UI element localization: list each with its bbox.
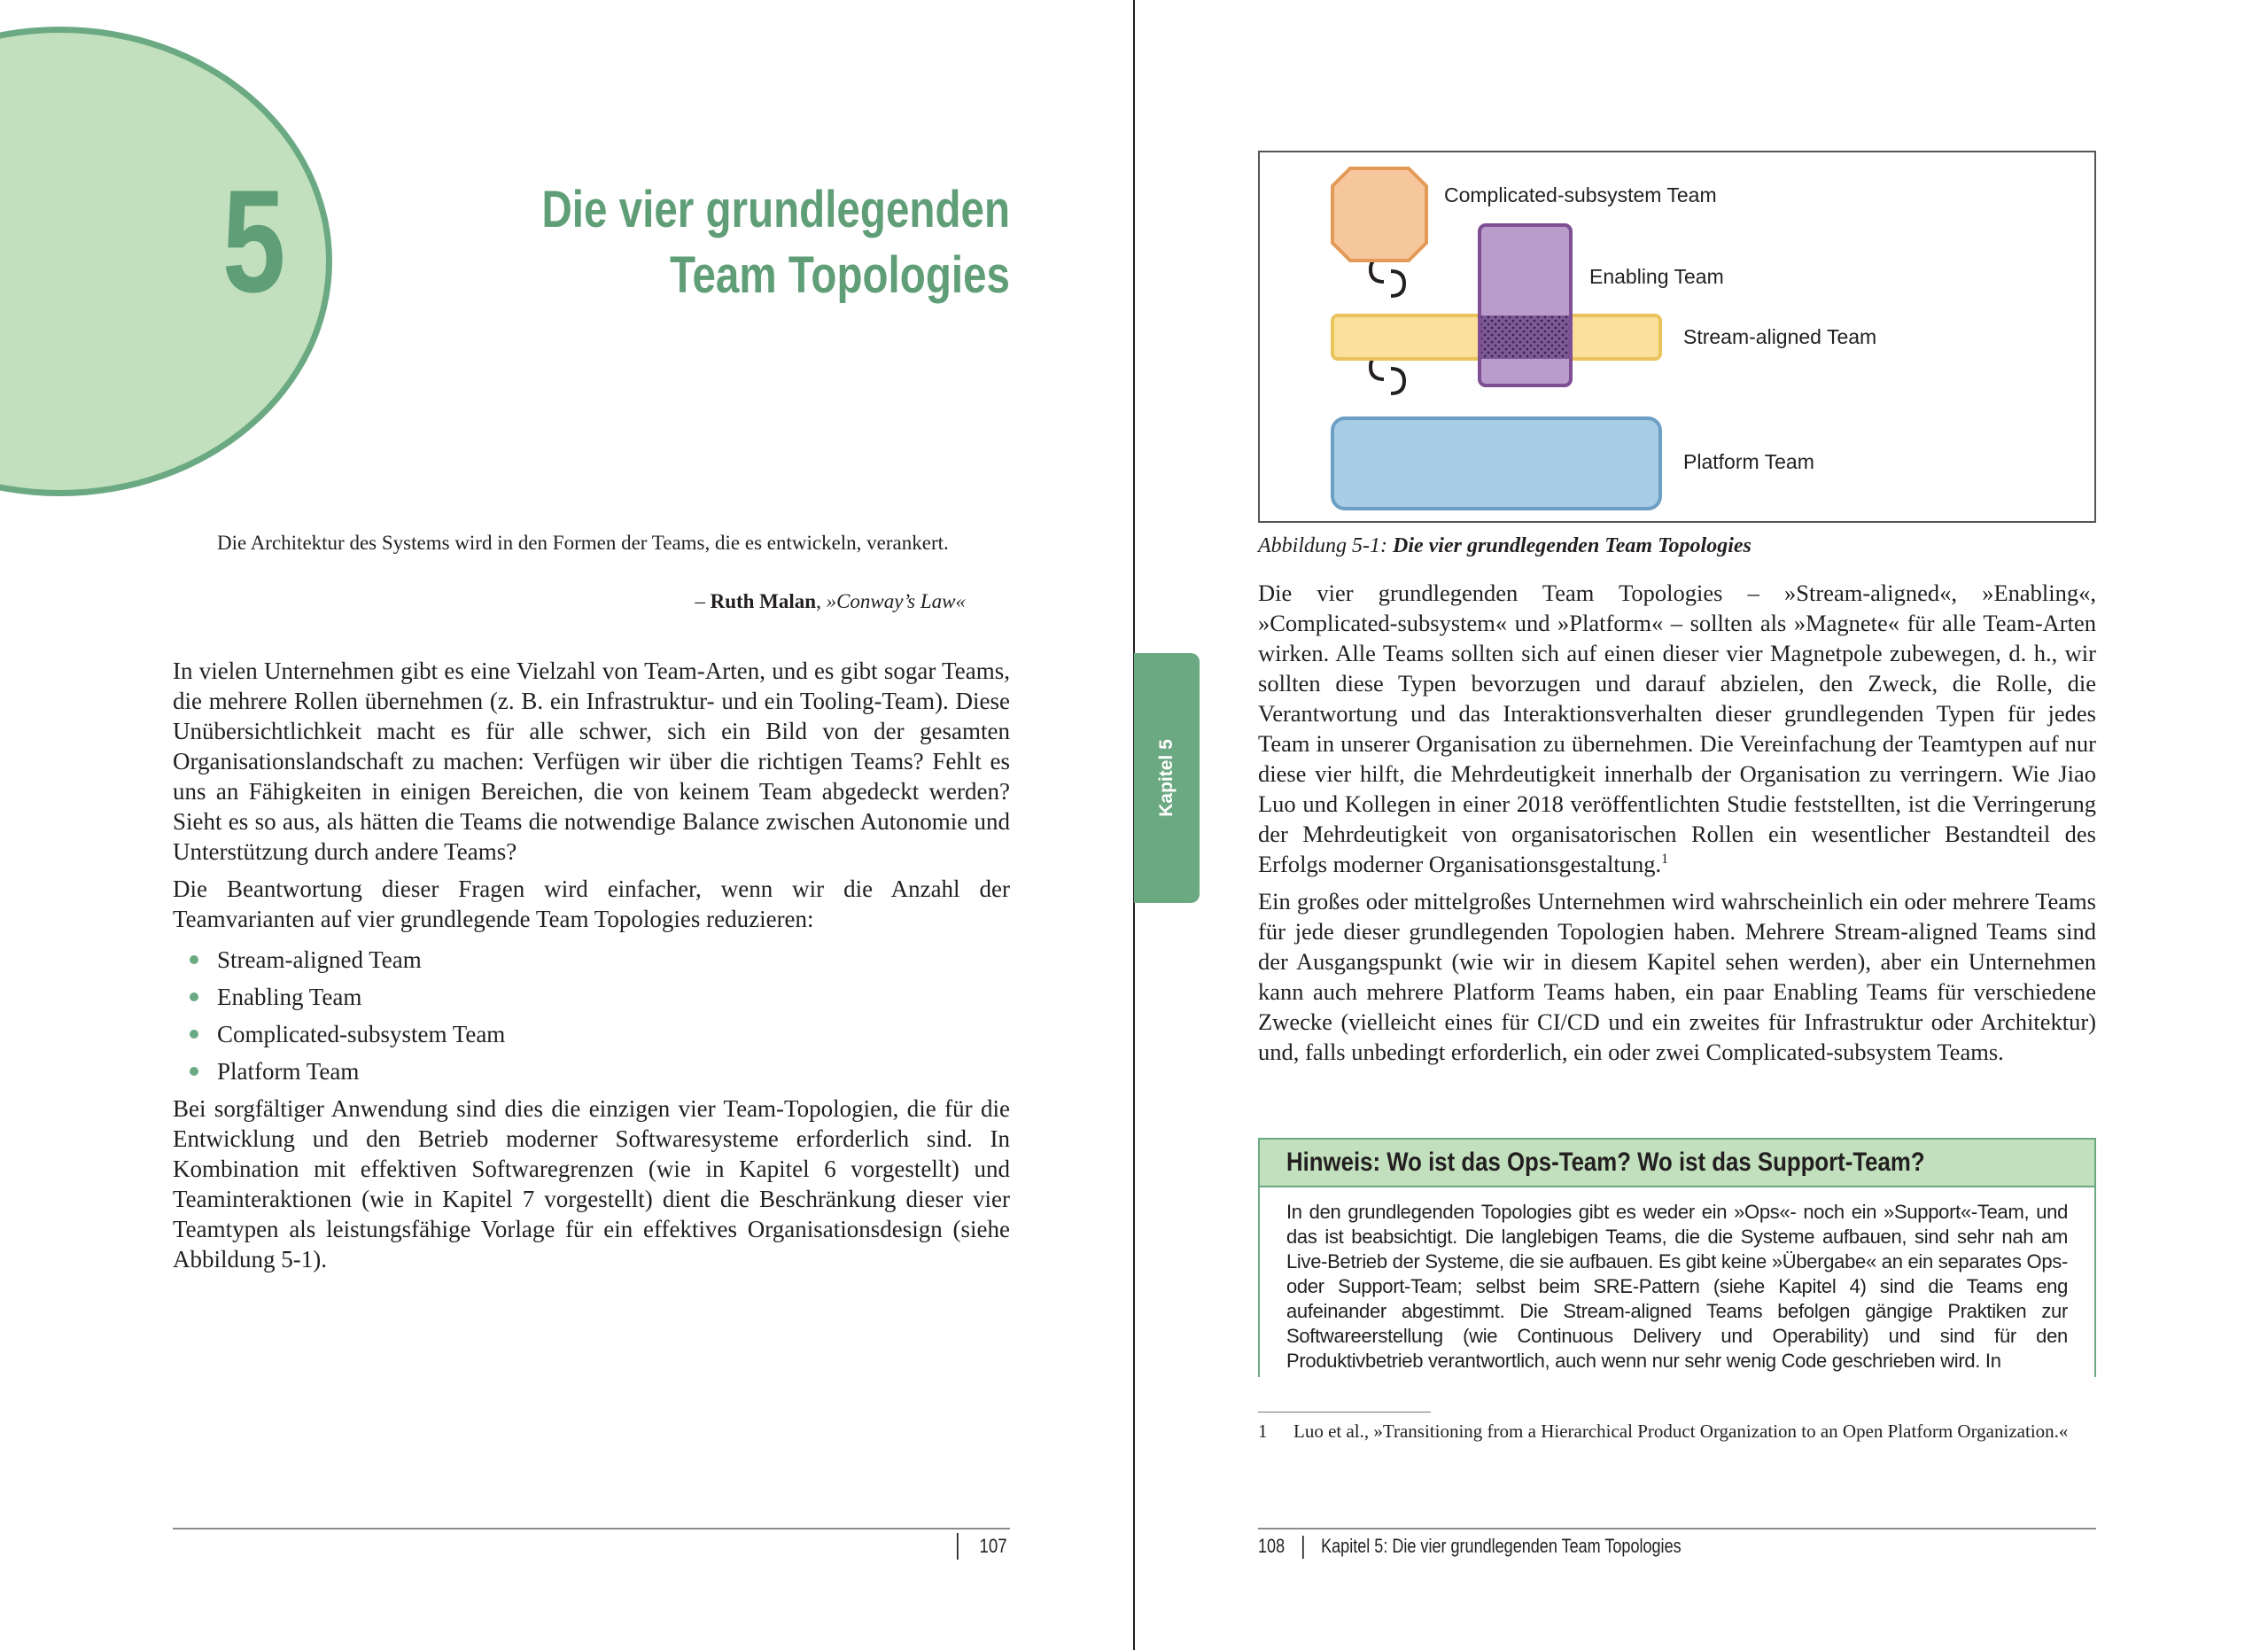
epigraph-source-separator: , bbox=[816, 590, 827, 612]
footnote-number: 1 bbox=[1258, 1420, 1268, 1442]
figure-5-1 bbox=[1258, 151, 2096, 523]
list-item-label: Enabling Team bbox=[217, 984, 362, 1010]
bullet-icon bbox=[190, 1030, 198, 1039]
right-paragraph-1-text: Die vier grundlegenden Team Topologies – »Stream-aligned«, »Enabling«, »Complicated-subsystem« und »Platform« – sollten als »Magnete« für alle Team-Arten wirken. Alle Teams sollten sich auf einen dieser vier Magnetpole zubewegen, d. h., wir sollten diese Typen bevorzugen und darauf abzielen, den Zweck, die Rolle, die Verantwortung und das Interaktionsverhalten dieser grundlegenden Typen für jedes Team in unserer Organisation zu übernehmen. Die Vereinfachung der Teamtypen auf nur diese vier hilft, die Mehrdeutigkeit innerhalb der Organisation zu verringern. Wie Jiao Luo und Kollegen in einer 2018 veröffentlichten Studie feststellten, ist die Verringerung der Mehrdeutigkeit von organisatorischen Rollen ein wesentlicher Bestandteil des Erfolgs moderner Organisationsgestaltung. bbox=[1258, 580, 2096, 877]
figure-caption-title: Die vier grundlegenden Team Topologies bbox=[1392, 534, 1751, 557]
platform-shape bbox=[1332, 418, 1660, 509]
page-number-right: 108 bbox=[1258, 1535, 1285, 1557]
chapter-title-line1: Die vier grundlegenden bbox=[541, 181, 1010, 238]
list-item bbox=[173, 941, 1010, 978]
epigraph-author-prefix: – bbox=[695, 590, 711, 612]
list-item bbox=[173, 1053, 1010, 1090]
team-topologies-diagram bbox=[1260, 152, 2098, 525]
footnote bbox=[1258, 1420, 2096, 1444]
figure-caption bbox=[1258, 532, 2096, 560]
hint-body: In den grundlegenden Topologies gibt es weder ein »Ops«- noch ein »Support«-Team, und das ist beabsichtigt. Die langlebigen Teams, die die Systeme aufbauen, sind sehr nah am Live-Betrieb der Systeme, die sie aufbauen. Es gibt keine »Übergabe« an ein separates Ops- oder Support-Team; selbst beim SRE-Pattern (siehe Kapitel 4) sind die Teams eng aufeinander abgestimmt. Die Stream-aligned Teams befolgen gängige Praktiken zur Softwareerstellung (wie Continuous Delivery und Operability) und sind für den Produktivbetrieb verantwortlich, auch wenn nur sehr wenig Code geschrieben wird. In bbox=[1286, 1201, 2068, 1372]
bullet-icon bbox=[190, 992, 198, 1001]
left-body-text bbox=[173, 656, 1010, 1281]
left-paragraph-1: In vielen Unternehmen gibt es eine Vielzahl von Team-Arten, und es gibt sogar Teams, die mehrere Rollen übernehmen (z. B. ein Infrastruktur- und ein Tooling-Team). Diese Unübersichtlichkeit macht es für alle schwer, sich ein Bild von der gesamten Organisationslandschaft zu machen: Verfügen wir über die richtigen Teams? Fehlt es uns an Fähigkeiten in einigen Bereichen, die von keinem Team abgedeckt werden? Sieht es so aus, als hätten die Teams die notwendige Balance zwischen Autonomie und Unterstützung durch andere Teams? bbox=[173, 658, 1010, 865]
running-head: Kapitel 5: Die vier grundlegenden Team Topologies bbox=[1321, 1535, 1682, 1557]
label-platform: Platform Team bbox=[1683, 450, 1814, 473]
footer-separator bbox=[1302, 1536, 1304, 1559]
stream-enabling-overlap bbox=[1481, 315, 1569, 359]
figure-caption-prefix: Abbildung 5-1: bbox=[1258, 534, 1393, 557]
list-item bbox=[173, 978, 1010, 1016]
page-number-left: 107 bbox=[957, 1533, 1007, 1560]
footer-rule-right bbox=[1258, 1528, 2096, 1529]
hint-box bbox=[1258, 1138, 2096, 1377]
list-item-label: Stream-aligned Team bbox=[217, 946, 422, 973]
team-types-list bbox=[173, 941, 1010, 1090]
epigraph-author: Ruth Malan bbox=[710, 590, 817, 612]
chapter-title-line2: Team Topologies bbox=[669, 246, 1010, 304]
left-paragraph-3: Bei sorgfältiger Anwendung sind dies die einzigen vier Team-Topologien, die für die Entwicklung und den Betrieb moderner Softwaresysteme erforderlich sind. In Kombination mit effektiven Softwaregrenzen (wie in Kapitel 6 vorgestellt) und Teaminteraktionen (wie in Kapitel 7 vorgestellt) dient die Beschränkung dieser vier Teamtypen als leistungsfähige Vorlage für ein effektives Organisationsdesign (siehe Abbildung 5-1). bbox=[173, 1095, 1010, 1273]
footnote-rule bbox=[1258, 1412, 1431, 1413]
chapter-side-tab bbox=[1134, 653, 1200, 903]
complicated-subsystem-shape bbox=[1332, 168, 1426, 261]
epigraph-source: »Conway’s Law« bbox=[826, 590, 966, 612]
footnote-text: Luo et al., »Transitioning from a Hierarchical Product Organization to an Open Platform Organization.« bbox=[1293, 1420, 2069, 1442]
hint-title bbox=[1260, 1140, 2094, 1187]
left-paragraph-2: Die Beantwortung dieser Fragen wird einfacher, wenn wir die Anzahl der Teamvarianten auf vier grundlegende Team Topologies reduzieren: bbox=[173, 876, 1010, 932]
hint-title-text: Hinweis: Wo ist das Ops-Team? Wo ist das Support-Team? bbox=[1286, 1148, 1925, 1177]
footnote-reference: 1 bbox=[1661, 852, 1669, 868]
chapter-number: 5 bbox=[221, 160, 284, 323]
side-tab-label: Kapitel 5 bbox=[1156, 739, 1177, 817]
label-enabling: Enabling Team bbox=[1589, 265, 1724, 288]
running-footer-right bbox=[1258, 1533, 1682, 1560]
epigraph-attribution bbox=[443, 588, 966, 615]
chapter-title bbox=[501, 177, 1010, 308]
list-item bbox=[173, 1016, 1010, 1053]
bullet-icon bbox=[190, 1067, 198, 1076]
footer-rule-left bbox=[173, 1528, 1010, 1529]
bullet-icon bbox=[190, 955, 198, 964]
epigraph-quote: Die Architektur des Systems wird in den Formen der Teams, die es entwickeln, verankert. bbox=[217, 532, 949, 554]
right-paragraph-2: Ein großes oder mittelgroßes Unternehmen wird wahrscheinlich ein oder mehrere Teams für jede dieser grundlegenden Topologien haben. Mehrere Stream-aligned Teams sind der Ausgangspunkt (wie wir in diesem Kapitel sehen werden), aber ein Unternehmen kann auch mehrere Platform Teams haben, ein paar Enabling Teams für verschiedene Zwecke (vielleicht eines für CI/CD und ein zweites für Infrastruktur oder Architektur) und, falls unbedingt erforderlich, ein oder zwei Complicated-subsystem Teams. bbox=[1258, 888, 2096, 1065]
right-body-text bbox=[1258, 578, 2096, 1074]
list-item-label: Complicated-subsystem Team bbox=[217, 1021, 506, 1047]
label-complicated-subsystem: Complicated-subsystem Team bbox=[1444, 183, 1717, 206]
enabling-shape bbox=[1480, 225, 1571, 385]
list-item-label: Platform Team bbox=[217, 1058, 360, 1085]
right-paragraph-1 bbox=[1258, 578, 2096, 879]
label-stream-aligned: Stream-aligned Team bbox=[1683, 325, 1877, 348]
